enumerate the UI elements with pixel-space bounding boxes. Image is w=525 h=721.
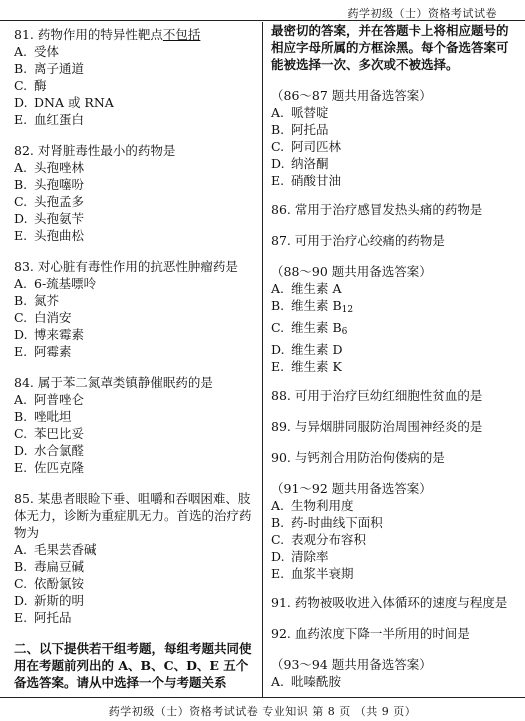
option-letter: A. xyxy=(271,281,285,296)
option-item xyxy=(14,176,258,193)
option-item xyxy=(271,297,517,319)
option-letter: C. xyxy=(271,320,285,335)
option-text: 毛果芸香碱 xyxy=(34,542,97,557)
option-letter: A. xyxy=(14,276,28,291)
option-item xyxy=(14,541,258,558)
option-item xyxy=(271,172,517,189)
option-letter: D. xyxy=(14,327,28,342)
option-text: 毒扁豆碱 xyxy=(34,559,85,574)
options xyxy=(271,673,517,690)
option-item xyxy=(271,341,517,358)
option-text: 头孢噻吩 xyxy=(34,177,85,192)
option-text: 博来霉素 xyxy=(34,327,85,342)
stem-emphasis: 不包括 xyxy=(162,27,201,42)
option-text: 水合氯醛 xyxy=(34,443,85,458)
footer-text: 药学初级（士）资格考试试卷 专业知识 第 8 页 （共 9 页） xyxy=(108,705,417,718)
option-letter: A. xyxy=(14,542,28,557)
option-item xyxy=(14,275,258,292)
page-footer xyxy=(0,697,525,721)
option-letter: B. xyxy=(14,559,28,574)
option-text: 硝酸甘油 xyxy=(291,173,342,188)
option-text: 血红蛋白 xyxy=(34,112,85,127)
option-text: 纳洛酮 xyxy=(291,156,329,171)
option-item xyxy=(14,558,258,575)
option-text: 依酚氯铵 xyxy=(34,576,85,591)
option-letter: E. xyxy=(14,460,28,475)
option-item xyxy=(14,210,258,227)
question-89: 89. 与异烟肼同服防治周围神经炎的是 xyxy=(271,419,483,434)
option-item xyxy=(271,565,517,582)
option-item xyxy=(271,155,517,172)
option-letter: D. xyxy=(14,95,28,110)
question-91: 91. 药物被吸收进入体循环的速度与程度是 xyxy=(271,595,508,610)
option-text: 维生素 D xyxy=(291,342,343,357)
options xyxy=(271,497,517,582)
option-letter: D. xyxy=(14,211,28,226)
option-text: 离子通道 xyxy=(34,61,85,76)
answer-group-93-94 xyxy=(271,656,517,690)
option-item xyxy=(14,193,258,210)
options xyxy=(271,104,517,189)
left-column xyxy=(14,26,258,691)
group-heading: （91～92 题共用备选答案） xyxy=(271,481,432,496)
option-text: DNA 或 RNA xyxy=(34,95,114,110)
option-text: 唑吡坦 xyxy=(34,409,72,424)
option-letter: B. xyxy=(14,409,28,424)
option-item xyxy=(14,609,258,626)
right-column xyxy=(271,22,517,702)
option-subscript: 6 xyxy=(341,327,348,337)
question-87: 87. 可用于治疗心绞痛的药物是 xyxy=(271,233,445,248)
option-item xyxy=(271,497,517,514)
question-stem: 83. 对心脏有毒性作用的抗恶性肿瘤药是 xyxy=(14,259,238,274)
options xyxy=(14,275,258,360)
option-letter: D. xyxy=(14,443,28,458)
option-item xyxy=(271,673,517,690)
option-letter: E. xyxy=(271,359,285,374)
option-text: 阿托品 xyxy=(34,610,72,625)
option-item xyxy=(14,43,258,60)
option-letter: C. xyxy=(271,139,285,154)
option-item xyxy=(14,326,258,343)
option-item xyxy=(271,514,517,531)
option-letter: E. xyxy=(14,112,28,127)
option-item xyxy=(14,442,258,459)
option-letter: D. xyxy=(271,342,285,357)
option-letter: E. xyxy=(271,566,285,581)
option-text: 氮芥 xyxy=(34,293,60,308)
options xyxy=(14,43,258,128)
option-text: 维生素 B xyxy=(291,320,342,335)
option-text: 头孢曲松 xyxy=(34,228,85,243)
option-text: 维生素 B xyxy=(291,298,342,313)
question-92: 92. 血药浓度下降一半所用的时间是 xyxy=(271,626,470,641)
option-text: 维生素 K xyxy=(291,359,342,374)
option-text: 白消安 xyxy=(34,310,72,325)
option-text: 阿霉素 xyxy=(34,344,72,359)
option-letter: C. xyxy=(14,194,28,209)
option-item xyxy=(271,138,517,155)
option-letter: C. xyxy=(271,532,285,547)
option-text: 头孢孟多 xyxy=(34,194,85,209)
option-text: 阿托品 xyxy=(291,122,329,137)
option-item xyxy=(14,309,258,326)
option-item xyxy=(14,227,258,244)
option-item xyxy=(14,592,258,609)
option-text: 清除率 xyxy=(291,549,329,564)
question-stem: 85. 某患者眼睑下垂、咀嚼和吞咽困难、肢体无力，诊断为重症肌无力。首选的治疗药物为 xyxy=(14,491,252,540)
option-text: 吡嗪酰胺 xyxy=(291,674,342,689)
option-text: 头孢氨苄 xyxy=(34,211,85,226)
option-letter: A. xyxy=(271,498,285,513)
option-letter: A. xyxy=(14,160,28,175)
option-item xyxy=(14,343,258,360)
option-item xyxy=(14,94,258,111)
options xyxy=(14,391,258,476)
option-text: 表观分布容积 xyxy=(291,532,367,547)
option-letter: C. xyxy=(14,78,28,93)
option-letter: D. xyxy=(271,156,285,171)
options xyxy=(14,159,258,244)
option-item xyxy=(14,575,258,592)
answer-group-88-90 xyxy=(271,263,517,375)
answer-group-86-87 xyxy=(271,87,517,189)
option-letter: E. xyxy=(14,344,28,359)
option-item xyxy=(14,159,258,176)
option-letter: D. xyxy=(271,549,285,564)
option-item xyxy=(271,104,517,121)
question-stem xyxy=(14,26,258,43)
option-text: 酶 xyxy=(34,78,47,93)
option-text: 阿司匹林 xyxy=(291,139,342,154)
option-text: 苯巴比妥 xyxy=(34,426,85,441)
option-text: 维生素 A xyxy=(291,281,342,296)
option-letter: A. xyxy=(14,44,28,59)
option-text: 新斯的明 xyxy=(34,593,85,608)
option-text: 6-巯基嘌呤 xyxy=(34,276,97,291)
option-item xyxy=(14,60,258,77)
option-letter: C. xyxy=(14,576,28,591)
option-item xyxy=(271,358,517,375)
option-text: 头孢唑林 xyxy=(34,160,85,175)
page-header xyxy=(0,0,525,22)
option-text: 哌替啶 xyxy=(291,105,329,120)
option-letter: E. xyxy=(14,228,28,243)
question-83 xyxy=(14,258,258,360)
option-letter: D. xyxy=(14,593,28,608)
option-item xyxy=(14,391,258,408)
option-text: 血浆半衰期 xyxy=(291,566,354,581)
option-letter: B. xyxy=(14,61,28,76)
option-letter: A. xyxy=(14,392,28,407)
option-subscript: 12 xyxy=(341,305,354,315)
option-text: 佐匹克隆 xyxy=(34,460,85,475)
footer-rule xyxy=(0,697,525,698)
section-2-instructions-cont: 最密切的答案，并在答题卡上将相应题号的相应字母所属的方框涂黑。每个备选答案可能被选择一次、多次或不被选择。 xyxy=(271,23,509,72)
question-81 xyxy=(14,26,258,128)
option-letter: E. xyxy=(14,610,28,625)
header-title: 药学初级（士）资格考试试卷 xyxy=(347,7,497,20)
option-text: 阿普唑仑 xyxy=(34,392,85,407)
option-text: 生物利用度 xyxy=(291,498,354,513)
answer-group-91-92 xyxy=(271,480,517,582)
group-heading: （88～90 题共用备选答案） xyxy=(271,264,432,279)
option-letter: B. xyxy=(271,122,285,137)
option-letter: A. xyxy=(271,674,285,689)
option-letter: B. xyxy=(14,293,28,308)
question-82 xyxy=(14,142,258,244)
option-item xyxy=(14,111,258,128)
option-item xyxy=(271,319,517,341)
option-item xyxy=(14,292,258,309)
column-divider xyxy=(262,22,263,697)
option-item xyxy=(14,425,258,442)
option-item xyxy=(14,77,258,94)
options xyxy=(271,280,517,375)
question-stem: 84. 属于苯二氮䓬类镇静催眠药的是 xyxy=(14,375,213,390)
option-item xyxy=(271,548,517,565)
option-item xyxy=(14,459,258,476)
option-item xyxy=(271,531,517,548)
option-letter: C. xyxy=(14,310,28,325)
question-90: 90. 与钙剂合用防治佝偻病的是 xyxy=(271,450,445,465)
option-item xyxy=(271,280,517,297)
group-heading: （93～94 题共用备选答案） xyxy=(271,657,432,672)
option-letter: E. xyxy=(271,173,285,188)
question-88: 88. 可用于治疗巨幼红细胞性贫血的是 xyxy=(271,388,483,403)
option-letter: B. xyxy=(14,177,28,192)
option-letter: B. xyxy=(271,515,285,530)
option-item xyxy=(271,121,517,138)
section-2-instructions: 二、以下提供若干组考题，每组考题共同使用在考题前列出的 A、B、C、D、E 五个备选答案。请从中选择一个与考题关系 xyxy=(14,641,252,690)
question-86: 86. 常用于治疗感冒发热头痛的药物是 xyxy=(271,202,483,217)
option-text: 药-时曲线下面积 xyxy=(291,515,383,530)
question-stem: 82. 对肾脏毒性最小的药物是 xyxy=(14,143,176,158)
option-letter: B. xyxy=(271,298,285,313)
header-rule xyxy=(0,20,525,21)
question-84 xyxy=(14,374,258,476)
option-item xyxy=(14,408,258,425)
options xyxy=(14,541,258,626)
option-text: 受体 xyxy=(34,44,60,59)
question-85 xyxy=(14,490,258,626)
option-letter: A. xyxy=(271,105,285,120)
option-letter: C. xyxy=(14,426,28,441)
stem-text: 81. 药物作用的特异性靶点 xyxy=(14,27,163,42)
group-heading: （86～87 题共用备选答案） xyxy=(271,88,432,103)
